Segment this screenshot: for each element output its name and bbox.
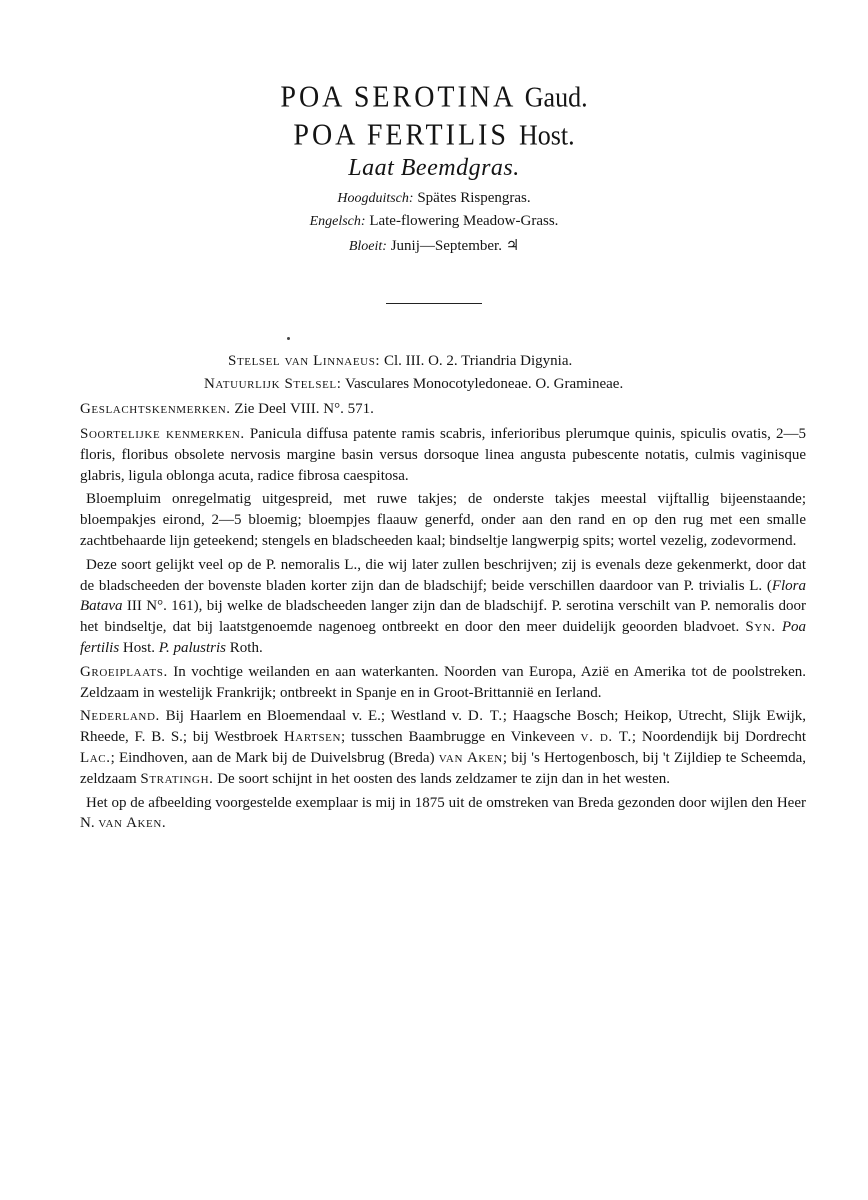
netherlands-text-3: ; tusschen Baambrugge en Vinkeveen — [341, 729, 581, 746]
collector-stratingh: Stratingh. — [140, 770, 214, 787]
netherlands-label: Nederland. — [80, 708, 160, 725]
german-name-line — [0, 190, 868, 207]
linnaeus-label: Stelsel van Linnaeus: — [228, 353, 381, 369]
synonym-label: Syn. — [745, 619, 776, 636]
specimen-donor-name: van Aken. — [98, 815, 167, 832]
collector-van-aken: van Aken — [438, 749, 503, 766]
natural-system-line — [204, 376, 623, 393]
speck-mark — [287, 337, 290, 340]
species-characters-label: Soortelijke kenmerken. — [80, 426, 245, 442]
netherlands-text-7: De soort schijnt in het oosten des lands zeldzamer te zijn dan in het westen. — [213, 770, 671, 787]
specimen-paragraph — [80, 793, 806, 835]
flora-batava-reference: Flora Batava — [80, 577, 806, 615]
comparison-text-2: III N°. 161), bij welke de bladscheeden langer zijn dan de bladschijf. P. serotina verschilt van P. nemoralis door het bindseltje, dat bij laatstgenoemde nagenoeg ontbreekt en door den meer duidelijk geoorden bladvoet. — [80, 598, 806, 636]
common-name: Laat Beemdgras. — [348, 155, 520, 181]
german-name: Spätes Rispengras. — [417, 190, 531, 206]
perennial-symbol-icon: ♃ — [505, 238, 520, 254]
netherlands-text-5: ; Eindhoven, aan de Mark bij de Duivelsbrug (Breda) — [110, 749, 439, 766]
english-name-line — [0, 213, 868, 230]
species-name-synonym: POA FERTILIS — [293, 118, 509, 153]
genus-characters-line — [80, 401, 374, 418]
species-name-primary: POA SEROTINA — [280, 80, 515, 115]
dutch-description-paragraph: Bloempluim onregelmatig uitgespreid, met ruwe takjes; de onderste takjes meestal vijftallig bijeenstaande; bloempakjes eirond, 2—5 bloemig; bloempjes flaauw generfd, onder aan den rand en op den rug met een smalle zachtbehaarde lijn geteekend; stengels en bladscheeden kaal; bindseltje langwerpig spits; wortel vezelig, zodevormend. — [80, 491, 806, 549]
collector-dt-2: v. d. T. — [580, 729, 632, 746]
species-author-synonym: Host. — [518, 119, 575, 152]
german-label: Hoogduitsch: — [337, 191, 414, 206]
english-name: Late-flowering Meadow-Grass. — [369, 213, 559, 229]
species-characters-text: Panicula diffusa patente ramis scabris, inferioribus plerumque quinis, spiculis ovatis, 2—5 floris, floribus obsolete nervosis margine basin versus dorsoque linea angusta pubescente notatis, culmis vaginisque glabris, ligula oblonga acuta, radice fibrosa caespitosa. — [80, 426, 806, 484]
bloom-period: Junij—September. — [390, 238, 502, 254]
english-label: Engelsch: — [309, 214, 366, 229]
habitat-text: In vochtige weilanden en aan waterkanten. Noorden van Europa, Azië en Amerika tot de poolstreken. Zeldzaam in westelijk Frankrijk; ontbreekt in Spanje en in Groot-Brittannië en Ierland. — [80, 663, 806, 701]
netherlands-text-1: Bij Haarlem en Bloemendaal v. E.; Westland v. — [165, 708, 468, 725]
synonym-name-2: P. palustris — [158, 639, 227, 656]
habitat-paragraph — [80, 662, 806, 704]
title-line-1 — [0, 81, 868, 116]
specimen-text: Het op de afbeelding voorgestelde exemplaar is mij in 1875 uit de omstreken van Breda gezonden door wijlen den Heer N. — [80, 794, 806, 832]
habitat-label: Groeiplaats. — [80, 663, 168, 680]
netherlands-text-2: ; Haagsche Bosch; Heikop, Utrecht, Slijk Ewijk, Rheede, F. B. S.; bij Westbroek — [80, 708, 807, 746]
section-divider — [386, 303, 482, 304]
genus-characters-value: Zie Deel VIII. N°. 571. — [234, 401, 374, 417]
comparison-text-1: Deze soort gelijkt veel op de P. nemoralis L., die wij later zullen beschrijven; zij is evenals deze gekenmerkt, door dat de bladscheeden der bovenste bladen korter zijn dan de bladschijf; beide verschillen daardoor van P. trivialis L. ( — [80, 556, 806, 594]
natural-system-label: Natuurlijk Stelsel: — [204, 376, 342, 392]
genus-characters-label: Geslachtskenmerken. — [80, 401, 231, 417]
linnaeus-value: Cl. III. O. 2. Triandria Digynia. — [383, 353, 573, 369]
bloom-label: Bloeit: — [348, 239, 387, 254]
bloom-line — [0, 236, 868, 255]
natural-system-value: Vasculares Monocotyledoneae. O. Gramineae. — [344, 376, 624, 392]
synonym-author-1: Host. — [122, 639, 156, 656]
title-line-2 — [0, 119, 868, 154]
species-author-primary: Gaud. — [524, 81, 588, 114]
comparison-paragraph — [80, 555, 806, 659]
collector-lac: Lac. — [80, 749, 111, 766]
synonym-author-2: Roth. — [229, 639, 263, 656]
species-characters-paragraph — [80, 424, 806, 486]
netherlands-text-4: ; Noordendijk bij Dordrecht — [631, 729, 806, 746]
netherlands-paragraph — [80, 706, 806, 789]
synonym-name-1: Poa fertilis — [80, 619, 806, 656]
description-body — [80, 424, 806, 834]
collector-dt-1: D. T. — [467, 708, 503, 725]
collector-hartsen: Hartsen — [283, 729, 342, 746]
netherlands-text-6: ; bij 's Hertogenbosch, bij 't Zijldiep te Scheemda, zeldzaam — [80, 749, 807, 787]
linnaeus-system-line — [228, 353, 572, 370]
